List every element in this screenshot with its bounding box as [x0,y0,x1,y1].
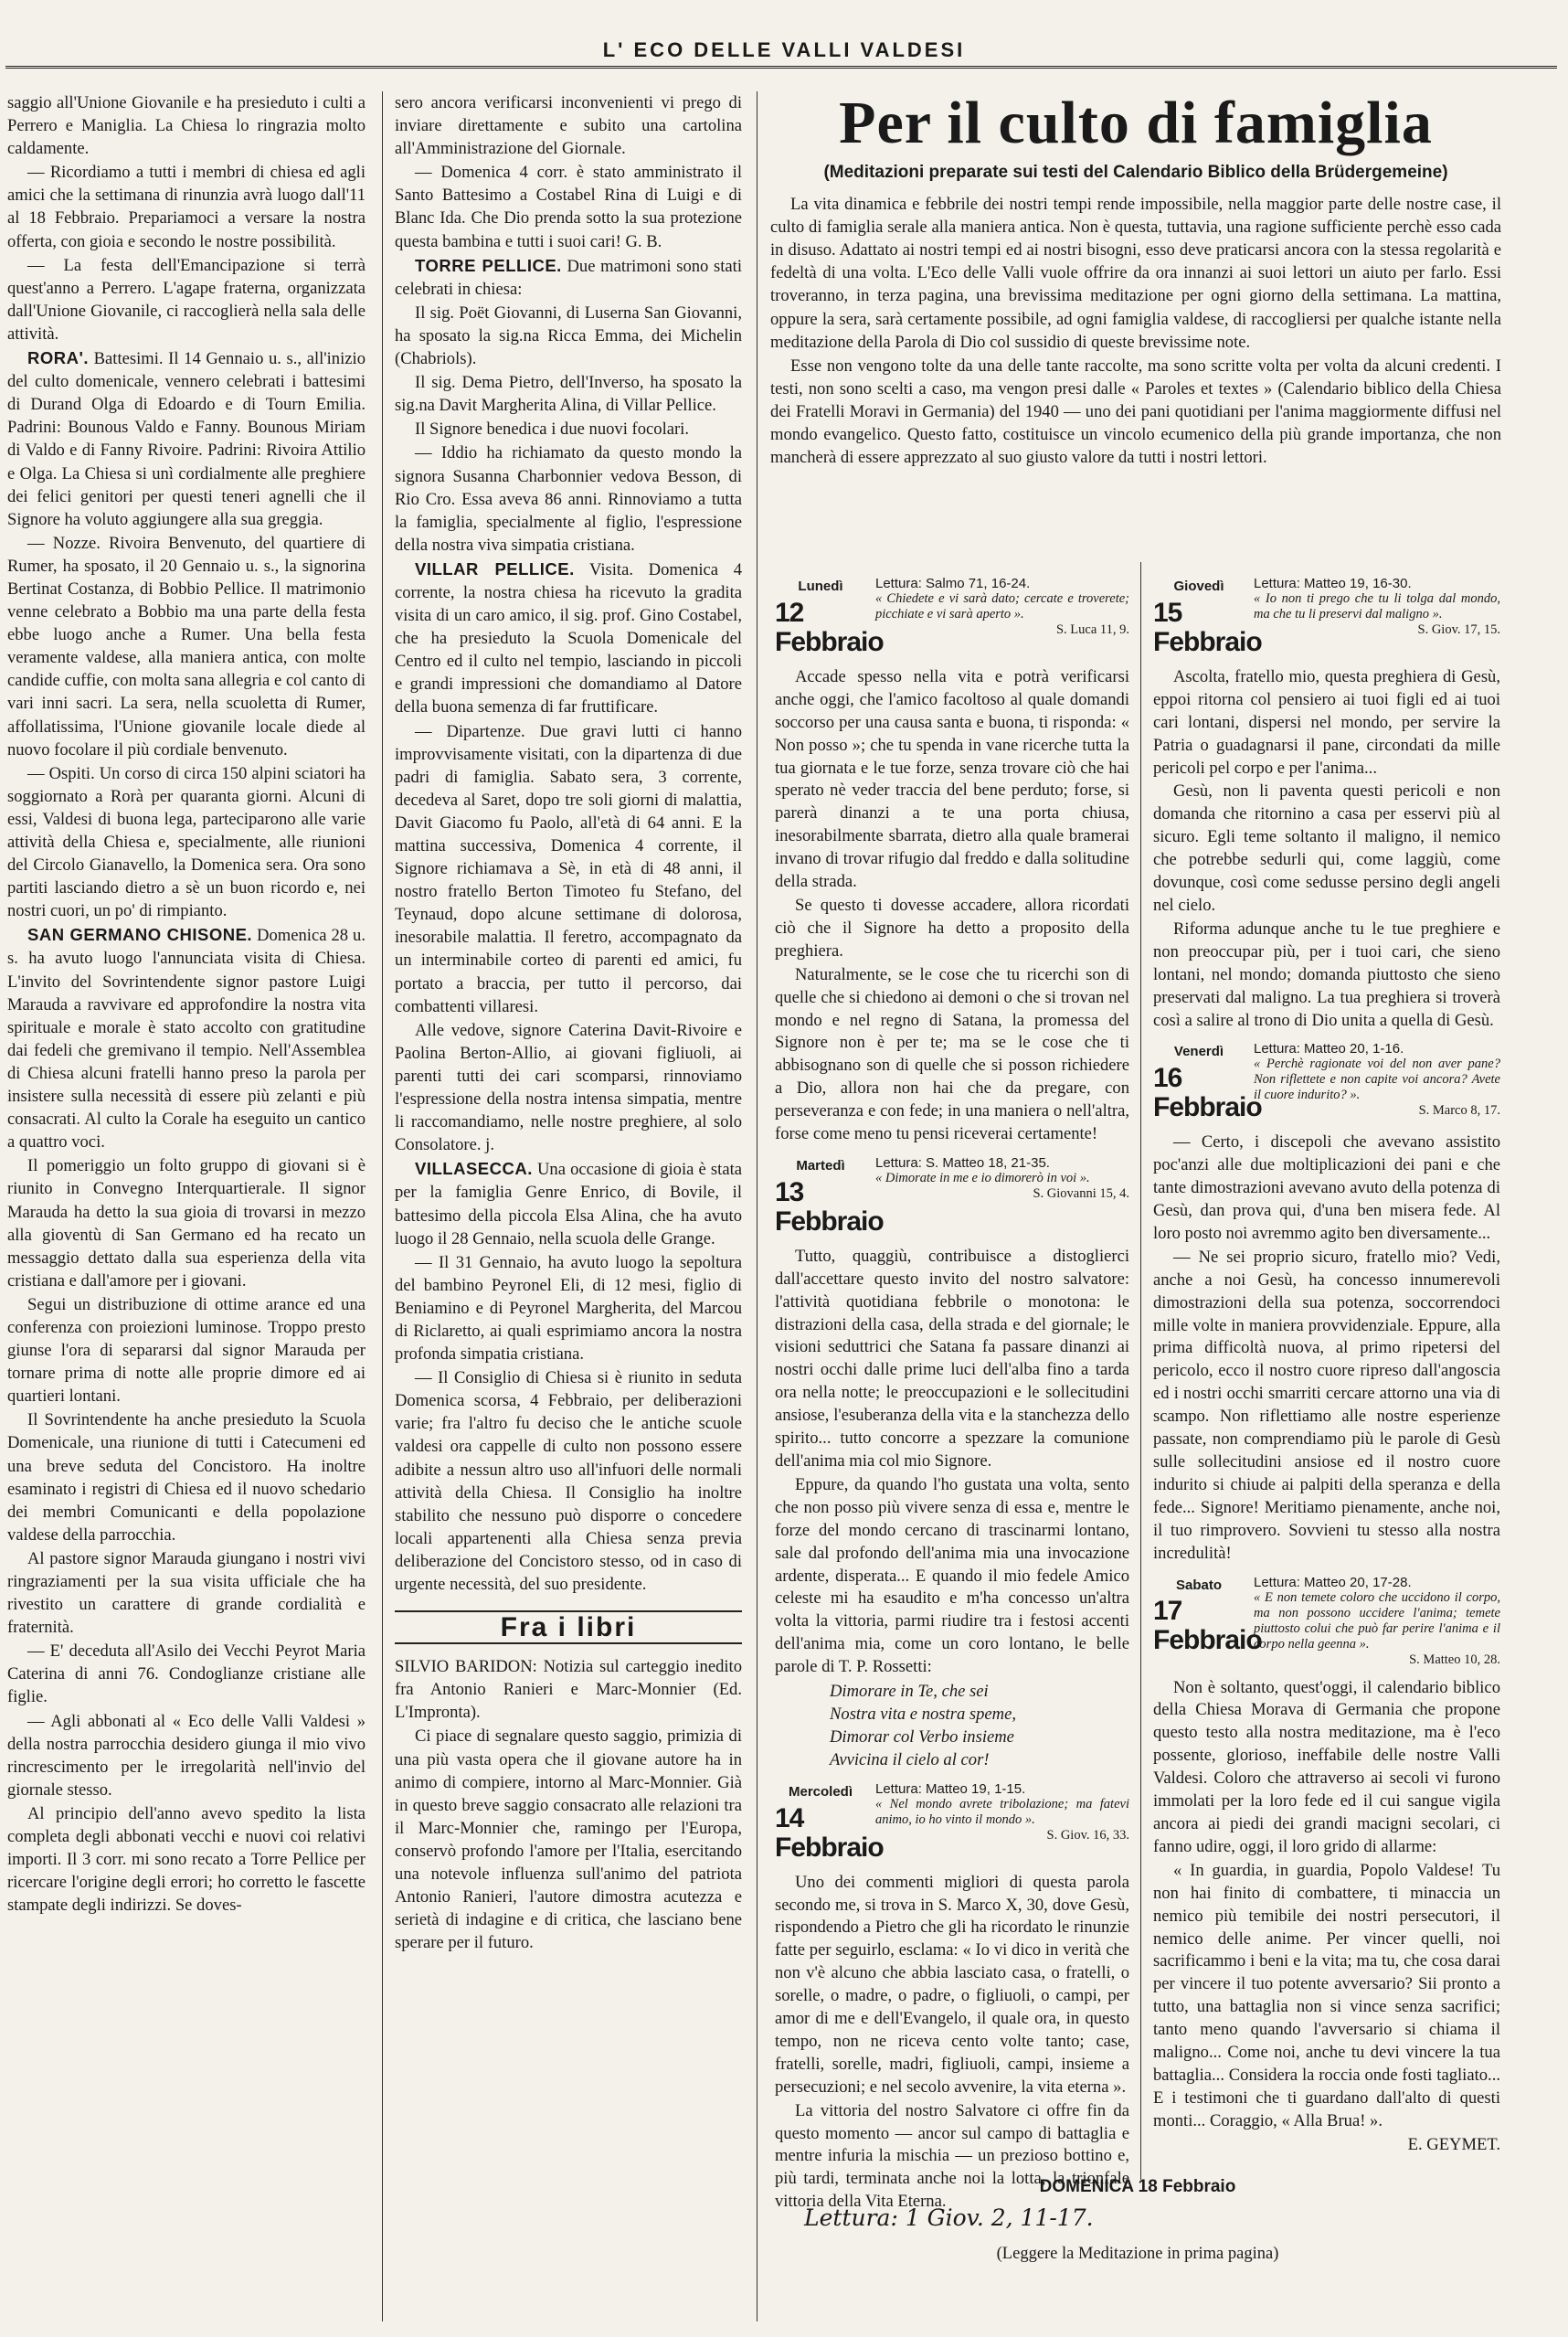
verse-ref: S. Luca 11, 9. [1055,622,1129,637]
lettura: Lettura: Matteo 19, 1-15. [875,1780,1026,1797]
paragraph-text: — E' deceduta all'Asilo dei Vecchi Peyrot Maria Caterina di anni 76. Condoglianze cristiane alle figlie. [7,1641,366,1707]
verse: « Io non ti prego che tu li tolga dal mondo, ma che tu li preservi dal maligno ». [1254,591,1500,621]
paragraph-text: — Agli abbonati al « Eco delle Valli Valdesi » della nostra parrocchia desidero giunga il mio vivo rincrescimento per le irregolarità nell'invio del giornale stesso. [7,1711,366,1800]
place-heading: TORRE PELLICE. [415,255,562,275]
meditation-day-header [1153,1041,1500,1122]
day-label [775,1781,884,1863]
meditations-right [1153,567,1500,2221]
article-paragraph [7,1293,366,1408]
day-label [1153,1041,1262,1123]
meditation-paragraph: — Certo, i discepoli che avevano assistito poc'anzi alle due moltiplicazioni dei pani e che tante dimostrazioni avevano avuto della potenza di Gesù, dan prova qui, d'una ben misera fede. Al loro posto noi avremmo agito ben diversamente... [1153,1132,1500,1243]
verse-ref: S. Giov. 16, 33. [1046,1827,1129,1843]
handwritten-lettura: Lettura: 1 Giov. 2, 11-17. [804,2204,1094,2231]
day-date: 12 Febbraio [775,597,884,657]
day-label [1153,576,1262,657]
article-paragraph [7,91,366,160]
intro-paragraph: La vita dinamica e febbrile dei nostri tempi rende impossibile, nella maggior parte delle nostre case, il culto di famiglia serale alla maniera antica. Non è questa, tuttavia, una ragione sufficiente perchè esso cada in disuso. Adattato ai nostri tempi ed ai nostri bisogni, esso deve praticarsi ancora con la stessa regolarità e fedeltà di una volta. L'Eco delle Valli vuole offrire da ora innanzi ai suoi lettori un aiuto per farlo. Essi troveranno, in terza pagina, una brevissima meditazione per ogni giorno della settimana. La mattina, oppure la sera, sarà certamente possibile, ad ogni famiglia valdese, di raccogliersi per qualche istante nella meditazione della Parola di Dio col sussidio di queste brevissime note. [770,195,1501,352]
paragraph-text: Il sig. Dema Pietro, dell'Inverso, ha sposato la sig.na Davit Margherita Alina, di Villar Pellice. [395,373,742,416]
meditation-paragraph: Gesù, non li paventa questi pericoli e non domanda che ritornino a casa per esservi più al sicuro. Egli teme soltanto il maligno, il nemico che potrebbe sedurli qui, come laggiù, come dovunque, così come sedusse persino degli angeli nel cielo. [1153,781,1500,915]
meditation-paragraph: « In guardia, in guardia, Popolo Valdese! Tu non hai finito di combattere, ti minaccia un nemico più temibile dei nostri persecutori, il nemico delle anime. Per vincer quelli, noi sacrificammo i beni e la vita; ma tu, che cosa darai per vincere il tuo potente avversario? Sii pronto a tutto, una battaglia non si vince senza sacrifici; tanto meno quando l'avversario si chiama il maligno... Come noi, anche tu devi vincere la tua battaglia... Considera la roccia onde fosti tagliato... E i testimoni che ti guardano dall'alto di questi monti... Coraggio, « Alla Brua! ». [1153,1860,1500,2130]
domenica-heading: DOMENICA 18 Febbraio [1039,2177,1236,2196]
article-paragraph [395,161,742,252]
meditation-paragraph: Accade spesso nella vita e potrà verificarsi anche oggi, che l'amico facoltoso al quale domandi soccorso per una causa santa e buona, ti risponda: « Non posso »; che tu spenda in vane ricerche tutta la tua giornata e le tue forze, senza trovare ciò che hai sperato nè veder traccia del bene perduto; forse, si parerà dinanzi a te una porta chiusa, inesorabilmente sbarrata, dietro alla quale bramerai invano di trovar rifugio dal freddo e dalla solitudine della strada. [775,666,1129,892]
paragraph-text: Due matrimoni sono stati celebrati in chiesa: [395,256,742,299]
paragraph-text: sero ancora verificarsi inconvenienti vi prego di inviare direttamente e subito una cartolina all'Amministrazione del Giornale. [395,93,742,159]
verse: « Perchè ragionate voi del non aver pane? Non riflettete e non capite voi ancora? Avete il cuore indurito? ». [1254,1057,1500,1103]
meditation-day-header [775,1781,1129,1863]
book-review-paragraph: Ci piace di segnalare questo saggio, primizia di una più vasta opera che il giovane autore ha in animo di compiere, intorno al Marc-Monnier. Già in questo breve saggio consacrato alle relazioni tra il Marc-Monnier che, ramingo per l'Europa, conservò profondo l'amore per l'Italia, esercitando una notevole influenza sull'animo del patriota Antonio Ranieri, l'autore dimostra acutezza e serietà di indagine e di critica, che lasciano bene sperare per il futuro. [395,1726,742,1953]
day-reading [1254,576,1500,657]
lettura: Lettura: Matteo 19, 16-30. [1254,576,1412,591]
article-paragraph [395,254,742,301]
paragraph-text: Visita. Domenica 4 corrente, la nostra chiesa ha ricevuto la gradita visita di un caro amico, il sig. prof. Gino Costabel, che ha presieduto la Scuola Domenicale del Centro ed il culto nel tempio, lasciando in piccoli e grandi impressioni che domandiamo al Datore della buona semenza di far fruttificare. [395,559,742,717]
headline: Per il culto di famiglia [839,91,1433,156]
verse-ref: S. Giovanni 15, 4. [1033,1185,1129,1201]
day-name: Venerdì [1173,1044,1224,1060]
day-date: 14 Febbraio [775,1802,884,1863]
lettura: Lettura: S. Matteo 18, 21-35. [875,1154,1050,1171]
paragraph-text: — Ospiti. Un corso di circa 150 alpini sciatori ha soggiornato a Rorà per quaranta giorni. Alcuni di essi, Valdesi di buona lega, parteciparono alle varie attività della Chiesa e, specialmente, alle riunioni del Circolo Gianavello, la Domenica sera. Ora sono partiti lasciando dietro a sè un buon ricordo e, nei nostri cuori, un po' di rimpianto. [7,763,366,921]
article-paragraph [7,532,366,761]
paragraph-text: Battesimi. Il 14 Gennaio u. s., all'inizio del culto domenicale, vennero celebrati i battesimi di Durand Olga di Edoardo e di Tourn Emilia. Padrini: Bounous Valdo e Fanny. Bounous Miriam di Valdo e di Fanny Rivoire. Padrini: Rivoira Attilio e Olga. La Chiesa si unì cordialmente alle preghiere dei felici genitori per questi teneri agnelli che il Signore ha voluto aggiungere alla sua greggia. [7,349,366,529]
paragraph-text: Alle vedove, signore Caterina Davit-Rivoire e Paolina Berton-Allio, ai giovani figliuoli, ai parenti tutti dei cari scomparsi, rinnoviamo l'espressione della nostra intensa simpatia, mentre li raccomandiamo, nelle nostre preghiere, al solo Consolatore. j. [395,1020,742,1155]
day-reading [1254,1041,1500,1122]
place-heading: RORA'. [27,348,90,368]
paragraph-text: — Dipartenze. Due gravi lutti ci hanno improvvisamente visitati, con la dipartenza di due padri di famiglia. Sabato sera, 3 corrente, decedeva al Saret, dopo tre soli giorni di malattia, Davit Giacomo fu Paolo, all'età di 64 anni. E la mattina successiva, Domenica 4 corrente, il Signore richiamava a Sè, in età di 48 anni, il nostro fratello Berton Timoteo fu Stefano, del Teynaud, dopo alcune settimane di dolorosa, inesorabile malattia. Il feretro, accompagnato da un interminabile corteo di parenti ed amici, fu portato a braccia, per tutto il percorso, dai combattenti villaresi. [395,721,742,1016]
paragraph-text: Una occasione di gioia è stata per la famiglia Genre Enrico, di Bovile, il battesimo della piccola Elsa Alina, che ha avuto luogo il 28 Gennaio, nella scuola delle Grange. [395,1160,742,1248]
meditation-paragraph: Eppure, da quando l'ho gustata una volta, sento che non posso più vivere senza di essa e, mentre le forze del mondo cercano di trascinarmi lontano, sale dal profondo dell'anima mia una invocazione ardente, disperata... E quando il mio fedele Amico celeste mi ha esaudito e m'ha concesso un'altra volta la vittoria, parmi riudire tra i festosi accenti dell'anima mia, come un coro lontano, le belle parole di T. P. Rossetti: [775,1474,1129,1677]
day-name: Lunedì [798,579,843,594]
article-paragraph [395,441,742,556]
paragraph-text: Segui un distribuzione di ottime arance ed una conferenza con proiezioni luminose. Troppo presto giunse l'ora di separarsi dal signor Marauda per tornare prima di notte alle proprie dimore ed ai quartieri lontani. [7,1294,366,1407]
paragraph-text: — Ricordiamo a tutti i membri di chiesa ed agli amici che la settimana di rinunzia avrà luogo dall'11 al 18 Febbraio. Prepariamoci a versare la nostra offerta, con gioia e secondo le nostre possibilità. [7,163,366,251]
paragraph-text: — La festa dell'Emancipazione si terrà quest'anno a Perrero. L'agape fraterna, organizzata dall'Unione Giovanile, ci raccoglierà nella sala delle attività. [7,255,366,344]
article-paragraph [395,418,742,441]
article-paragraph [7,161,366,252]
column-divider [382,91,383,2321]
verse-ref: S. Matteo 10, 28. [1409,1652,1500,1667]
paragraph-text: — Domenica 4 corr. è stato amministrato il Santo Battesimo a Costabel Rina di Luigi e di Blanc Ida. Che Dio prenda sotto la sua protezione questa bambina e tutti i suoi cari! G. B. [395,163,742,251]
day-reading [1254,1575,1500,1668]
meditation-divider [1140,562,1141,2180]
fra-i-libri-header: Fra i libri [395,1610,742,1644]
article-paragraph [7,762,366,923]
article-paragraph [7,1802,366,1917]
subheadline: (Meditazioni preparate sui testi del Calendario Biblico della Brüdergemeine) [823,163,1448,182]
paragraph-text: Il Signore benedica i due nuovi focolari. [415,420,689,440]
article-paragraph [7,923,366,1153]
day-date: 15 Febbraio [1153,597,1262,657]
lettura: Lettura: Salmo 71, 16-24. [875,576,1031,591]
signature: E. GEYMET. [1407,2134,1500,2154]
article-paragraph [395,1251,742,1365]
place-heading: VILLAR PELLICE. [415,558,575,579]
poem-line: Avvicina il cielo al cor! [830,1749,990,1769]
article-paragraph [7,346,366,531]
meditation-day-header [775,1155,1129,1237]
paragraph-text: — Nozze. Rivoira Benvenuto, del quartiere di Rumer, ha sposato, il 20 Gennaio u. s., la signorina Bertinat Costanza, di Bobbio Pellice. Il matrimonio venne celebrato a Bobbio ma una parte della festa ebbe luogo anche a Rumer. Una bella festa veramente valdese, alla maniera antica, con molte candide cuffie, con molta sana allegria e col canto di vari inni sacri. La sera, nella scuoletta di Rumer, affollatissima, l'Unione giovanile locale diede al nuovo focolare il più cordiale benvenuto. [7,533,366,760]
leggere-note: (Leggere la Meditazione in prima pagina) [996,2245,1279,2263]
day-label [775,576,884,657]
article-paragraph [395,1157,742,1249]
verse: « E non temete coloro che uccidono il corpo, ma non possono uccidere l'anima; temete piuttosto colui che può far perire l'anima e il corpo nella geenna ». [1254,1589,1500,1652]
paragraph-text: Il sig. Poët Giovanni, di Luserna San Giovanni, ha sposato la sig.na Ricca Emma, dei Michelin (Chabriols). [395,303,742,369]
meditation-paragraph: Tutto, quaggiù, contribuisce a distoglierci dall'accettare questo invito del nostro salvatore: l'attività quotidiana febbrile o monotona: le distrazioni della casa, della strada e del giornale; le visioni seduttrici che Satana fa passare dinanzi ai nostri occhi dalle prime luci dell'alba fino a tarda ora nella notte; le preoccupazioni e le sollecitudini ansiose, l'esuberanza della vita e la stanchezza dello spirito... tutto concorre a spezzare la comunione dell'anima mia col mio Signore. [775,1246,1129,1471]
article-paragraph [395,720,742,1018]
article-paragraph [7,1154,366,1292]
day-reading [875,576,1129,657]
place-heading: VILLASECCA. [415,1159,533,1179]
article-paragraph [395,558,742,719]
meditations-left [775,567,1129,2221]
masthead: L' ECO DELLE VALLI VALDESI [602,38,966,61]
meditation-day-header [1153,1575,1500,1668]
book-review-paragraph: SILVIO BARIDON: Notizia sul carteggio inedito fra Antonio Ranieri e Marc-Monnier (Ed. L'Impronta). [395,1657,742,1723]
article-paragraph [7,1408,366,1546]
paragraph-text: — Il Consiglio di Chiesa si è riunito in seduta Domenica scorsa, 4 Febbraio, per deliberazioni varie; fra l'altro fu deciso che le antiche scuole valdesi ora cappelle di culto non possono essere adibite a nessun altro uso all'infuori delle normali attività della Chiesa. Il Consiglio ha inoltre stabilito che nessuno può disporre o concedere locali appartenenti alla Chiesa senza previa deliberazione del Concistoro stesso, od in caso di urgente necessità, del suo presidente. [395,1368,742,1594]
meditation-paragraph: Riforma adunque anche tu le tue preghiere e non preoccupar più, per i tuoi cari, che sieno lontani, nel mondo; domanda piuttosto che sieno preservati dal maligno. La tua preghiera si troverà così a salire al trono di Dio unita a quella di Gesù. [1153,919,1500,1030]
paragraph-text: Il Sovrintendente ha anche presieduto la Scuola Domenicale, una riunione di tutti i Catecumeni ed una breve seduta del Concistoro. Ha inoltre esaminato i registri di Chiesa ed il nuovo schedario dei membri Comunicanti e della popolazione valdese della parrocchia. [7,1410,366,1545]
verse-ref: S. Marco 8, 17. [1418,1103,1500,1119]
article-paragraph [395,91,742,160]
meditation-day-header [775,576,1129,657]
culto-di-famiglia-header [770,91,1501,603]
intro-paragraph: Esse non vengono tolte da una delle tante raccolte, ma sono scritte volta per volta da alcuni credenti. I testi, non sono scelti a caso, ma vengon presi dalle « Paroles et textes » (Calendario biblico della Chiesa dei Fratelli Moravi in Germania) del 1940 — uno dei pani quotidiani per l'anima maggiormente diffusi nel mondo evangelico. Questo fatto, costituisce un vincolo ecumenico della più grande importanza, che non mancherà di essere apprezzato al suo giusto valore da tutti i nostri lettori. [770,356,1501,468]
paragraph-text: Al pastore signor Marauda giungano i nostri vivi ringraziamenti per la sua visita ufficiale che ha rivestito un carattere di grande cordialità e fraternità. [7,1548,366,1638]
column-church-news-1 [7,91,366,2321]
meditation-paragraph: La vittoria del nostro Salvatore ci offre fin da questo momento — ancor sul campo di battaglia e mentre infuria la mischia — un prezioso bottino e, più tardi, terminata anche noi la lotta, la trionfale vittoria della Vita Eterna. [775,2100,1129,2212]
poem-line: Dimorare in Te, che sei [830,1682,989,1702]
meditation-paragraph: — Ne sei proprio sicuro, fratello mio? Vedi, anche a noi Gesù, ha concesso innumerevoli dimostrazioni della sua potenza, soccorrendoci mille volte in maniera provvidenziale. Eppure, alla prima difficoltà nuova, al primo ripetersi del pericolo, ecco il nostro cuore ripreso dall'angoscia ed i nostri occhi smarriti cercare attorno una via di scampo. Non riflettiamo alle nostre esperienze passate, non comprendiamo più le parole di Gesù sulle sollecitudini ansiose ed il nostro cuore indurito si chiude ai palpiti della speranza e della fede... Signore! Meritiamo pienamente, anche noi, il tuo rimprovero. Sovvieni tu stesso alla nostra incredulità! [1153,1247,1500,1563]
verse: « Nel mondo avrete tribolazione; ma fatevi animo, io ho vinto il mondo ». [875,1796,1129,1827]
verse: « Dimorate in me e io dimorerò in voi ». [875,1170,1090,1185]
meditation-paragraph: Non è soltanto, quest'oggi, il calendario biblico della Chiesa Morava di Germania che propone questo testo alla nostra meditazione, ma è l'eco possente, glorioso, ineffabile delle nostre Valli Valdesi. Coloro che attraverso ai secoli vi furono immolati per la loro fede ed il cui sangue vigila ancora ai piedi dei grandi macigni secolari, ci fanno udire, oggi, il loro grido di allarme: [1153,1677,1500,1856]
place-heading: SAN GERMANO CHISONE. [27,925,253,945]
paragraph-text: saggio all'Unione Giovanile e ha presieduto i culti a Perrero e Maniglia. La Chiesa lo ringrazia molto caldamente. [7,93,366,159]
article-paragraph [395,302,742,370]
day-name: Mercoledì [788,1783,853,1800]
column-church-news-2 [395,91,742,2321]
day-name: Martedì [796,1157,845,1174]
article-paragraph [395,1366,742,1596]
paragraph-text: Domenica 28 u. s. ha avuto luogo l'annunciata visita di Chiesa. L'invito del Sovrintendente signor pastore Luigi Marauda a ravvivare ed approfondire la nostra vita spirituale e morale è stato accolto con gratitudine dai fedeli che gremivano il tempio. Nell'Assemblea di Chiesa alcuni fratelli hanno preso la parola per insistere sulla necessità di essere più zelanti e più consacrati. Al culto la Corale ha eseguito un cantico a quattro voci. [7,926,366,1153]
lettura: Lettura: Matteo 20, 17-28. [1254,1574,1412,1590]
masthead-rule [5,66,1557,69]
paragraph-text: Il pomeriggio un folto gruppo di giovani si è riunito in Convegno Interquartierale. Il signor Marauda ha detto la sua gioia di trovarsi in mezzo alla gioventù di San Germano ed ha recato un messaggio dettato dalla sua esperienza della vita cristiana e dall'amore per i giovani. [7,1156,366,1291]
day-name: Sabato [1175,1577,1222,1593]
article-paragraph [7,1710,366,1801]
poem-line: Dimorar col Verbo insieme [830,1726,1014,1747]
verse-ref: S. Giov. 17, 15. [1417,622,1500,637]
article-paragraph [7,1640,366,1708]
verse: « Chiedete e vi sarà dato; cercate e troverete; picchiate e vi sarà aperto ». [875,591,1129,621]
meditation-paragraph: Naturalmente, se le cose che tu ricerchi son di quelle che si chiedono ai demoni o che si trovan nel mondo e nel regno di Satana, la promessa del Signore non è per te; ma se le cose che ti abbisognano son di quelle che si posson richiedere a Dio, allora non hai che da pregare, con perseveranza e con fede; in una maniera o nell'altra, forse come meno tu pensi riceverai certamente! [775,964,1129,1144]
article-paragraph [7,254,366,345]
day-date: 13 Febbraio [775,1176,884,1237]
lettura: Lettura: Matteo 20, 1-16. [1254,1041,1404,1057]
poem-line: Nostra vita e nostra speme, [830,1704,1017,1724]
poem [830,1681,1129,1772]
paragraph-text: Al principio dell'anno avevo spedito la lista completa degli abbonati vecchi e nuovi coi relativi importi. Il 3 corr. mi sono recato a Torre Pellice per ricercare l'origine degli errori; ho corretto le fascette stampate degli indirizzi. Se doves- [7,1803,366,1916]
article-paragraph [395,371,742,417]
article-paragraph [7,1547,366,1639]
day-label [775,1155,884,1237]
meditation-paragraph: Ascolta, fratello mio, questa preghiera di Gesù, eppoi ritorna col pensiero ai tuoi figli ed ai tuoi cari lontani, dispersi nel mondo, per servire la Patria o guadagnarsi il pane, circondati da mille pericoli pel corpo e per l'anima... [1153,666,1500,778]
day-reading [875,1155,1129,1237]
meditation-paragraph: Uno dei commenti migliori di questa parola secondo me, si trova in S. Marco X, 30, dove Gesù, rispondendo a Pietro che gli ha ricordato le rinunzie fatte per seguirlo, esclama: « Io vi dico in verità che non v'è alcuno che abbia lasciato casa, o fratelli, o sorelle, o madre, o padre, o figliuoli, o campi, per amor di me e dell'Evangelo, il quale ora, in questo tempo, non ne riceva cento volte tanto; case, fratelli, sorelle, madri, figliuoli, campi, insieme a persecuzioni; e nel secolo avvenire, la vita eterna ». [775,1872,1129,2097]
column-divider [757,91,758,2321]
paragraph-text: — Il 31 Gennaio, ha avuto luogo la sepoltura del bambino Peyronel Eli, di 12 mesi, figlio di Beniamino e di Peyronel Margherita, del Marcou di Riclaretto, ai quali esprimiamo ancora la nostra profonda simpatia cristiana. [395,1252,742,1365]
meditation-day-header [1153,576,1500,657]
paragraph-text: — Iddio ha richiamato da questo mondo la signora Susanna Charbonnier vedova Besson, di Rio Cro. Essa aveva 86 anni. Rinnoviamo a tutta la famiglia, specialmente al figlio, l'espressione della nostra viva simpatia cristiana. [395,443,742,555]
day-label [1153,1575,1262,1668]
day-name: Giovedì [1173,579,1224,594]
day-date: 16 Febbraio [1153,1063,1262,1123]
meditation-paragraph: Se questo ti dovesse accadere, allora ricordati ciò che il Signore ha detto a proposito della preghiera. [775,895,1129,961]
day-date: 17 Febbraio [1153,1596,1262,1656]
day-reading [875,1781,1129,1863]
article-paragraph [395,1019,742,1157]
